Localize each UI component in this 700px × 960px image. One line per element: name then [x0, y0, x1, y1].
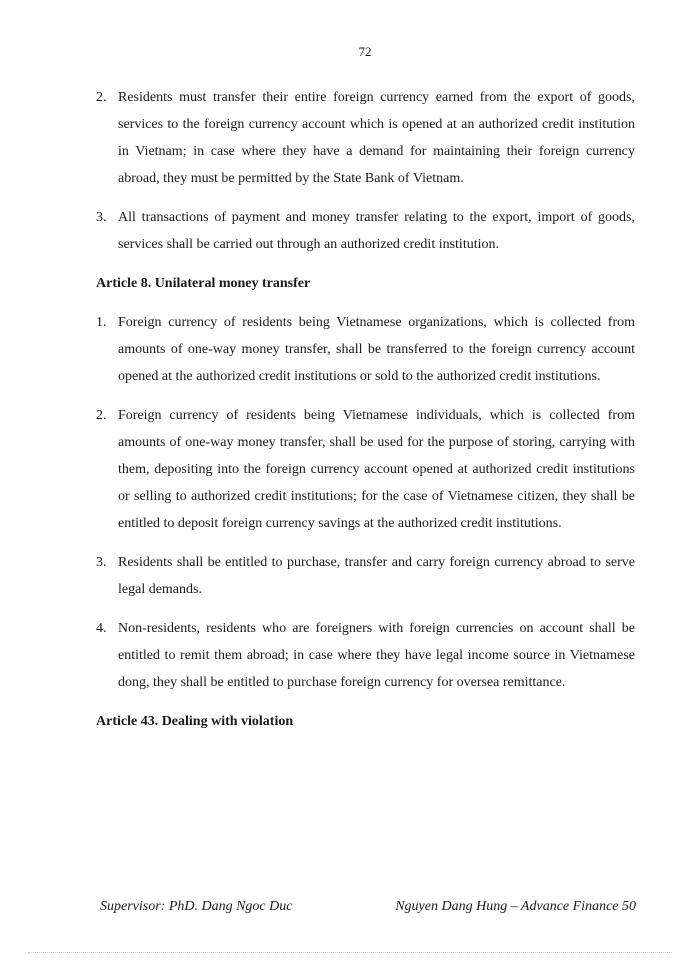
- item-number: 3.: [96, 555, 107, 570]
- document-body: [96, 84, 635, 735]
- item-text: Foreign currency of residents being Vietnamese individuals, which is collected from amounts of one-way money transfer, shall be used for the purpose of storing, carrying with them, depositing into the foreign currency account opened at authorized credit institutions or selling to authorized credit institutions; for the case of Vietnamese citizen, they shall be entitled to deposit foreign currency savings at the authorized credit institutions.: [118, 408, 635, 531]
- article-8-heading: Article 8. Unilateral money transfer: [96, 276, 311, 291]
- page-number: 72: [358, 44, 372, 59]
- item-text: Residents must transfer their entire foreign currency earned from the export of goods, services to the foreign currency account which is opened at an authorized credit institution in Vietnam; in case where they have a demand for maintaining their foreign currency abroad, they must be permitted by the State Bank of Vietnam.: [118, 90, 635, 186]
- page-bottom-divider: [28, 952, 672, 953]
- item-number: 3.: [96, 210, 107, 225]
- item-text: Non-residents, residents who are foreigners with foreign currencies on account shall be entitled to remit them abroad; in case where they have legal income source in Vietnamese dong, they shall be entitled to purchase foreign currency for oversea remittance.: [118, 621, 635, 690]
- item-number: 2.: [96, 408, 107, 423]
- footer-supervisor: Supervisor: PhD. Dang Ngoc Duc: [100, 899, 293, 914]
- item-text: All transactions of payment and money transfer relating to the export, import of goods, services shall be carried out through an authorized credit institution.: [118, 210, 635, 252]
- list-item: [96, 549, 635, 603]
- item-text: Residents shall be entitled to purchase, transfer and carry foreign currency abroad to serve legal demands.: [118, 555, 635, 597]
- item-number: 1.: [96, 315, 107, 330]
- item-number: 4.: [96, 621, 107, 636]
- item-text: Foreign currency of residents being Vietnamese organizations, which is collected from amounts of one-way money transfer, shall be transferred to the foreign currency account opened at the authorized credit institutions or sold to the authorized credit institutions.: [118, 315, 635, 384]
- list-item: [96, 204, 635, 258]
- footer-author: Nguyen Dang Hung – Advance Finance 50: [395, 899, 636, 914]
- list-item: [96, 615, 635, 696]
- item-number: 2.: [96, 90, 107, 105]
- list-item: [96, 402, 635, 537]
- page-footer: [100, 899, 636, 915]
- list-item: [96, 84, 635, 192]
- article-43-heading: Article 43. Dealing with violation: [96, 714, 294, 729]
- list-item: [96, 309, 635, 390]
